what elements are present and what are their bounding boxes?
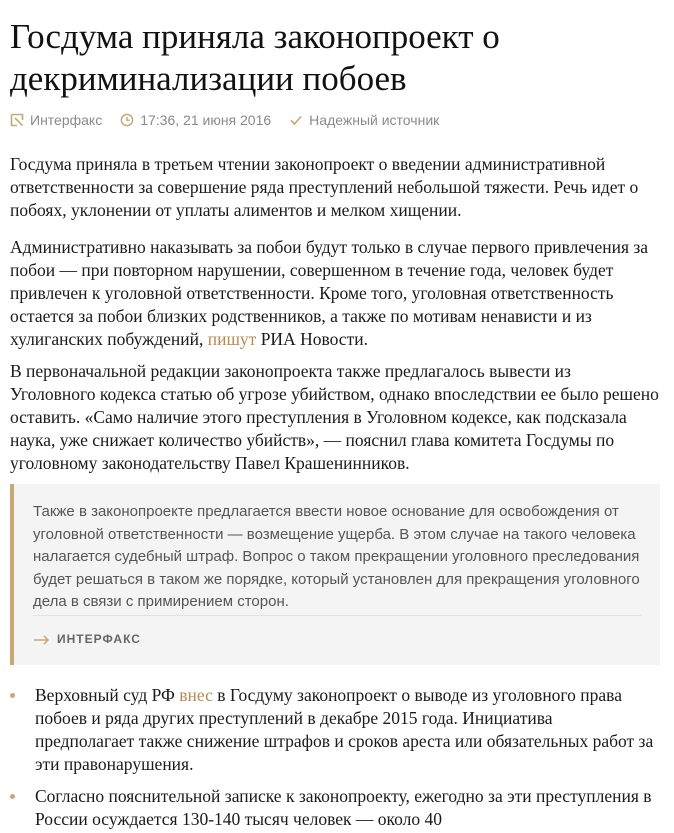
quote-source[interactable] xyxy=(33,632,141,646)
article-paragraph-3: В первоначальной редакции законопроекта также предлагалось вывести из Уголовного кодекса статью об угрозе убийством, однако впоследствии ее было решено оставить. «Само наличие этого преступления в Уголовном кодексе, как подсказала наука, уже снижает количество убийств», — пояснил глава комитета Госдумы по уголовному законодательству Павел Крашенинников. xyxy=(10,361,659,473)
quote-divider xyxy=(33,615,641,616)
meta-datetime xyxy=(120,112,271,128)
meta-source[interactable] xyxy=(10,112,102,128)
supreme-court-link[interactable]: внес xyxy=(179,685,213,705)
ria-link[interactable]: пишут xyxy=(207,329,257,349)
article-meta xyxy=(10,110,457,130)
quote-text: Также в законопроекте предлагается ввести новое основание для освобождения от уголовной ответственности — возмещение ущерба. В этом случае на такого человека налагается судебный штраф. Вопрос о таком прекращении уголовного преследования будет решаться в таком же порядке, который установлен для прекращения уголовного дела в связи с примирением сторон. xyxy=(33,503,640,610)
bullet-dot xyxy=(10,794,15,799)
source-bookmark-icon xyxy=(10,113,24,127)
checkmark-icon xyxy=(289,113,303,127)
bullet-dot xyxy=(10,693,15,698)
article-title: Госдума приняла законопроект о декриминализации побоев xyxy=(10,17,500,98)
meta-reliability-label: Надежный источник xyxy=(309,112,440,128)
bullet-1-tail: в Госдуму законопроект о выводе из уголовного права побоев и ряда других преступлений в декабре 2015 года. Инициатива предполагает также снижение штрафов и сроков ареста или обязательных работ за эти правонарушения. xyxy=(35,685,654,774)
paragraph-2-tail: РИА Новости. xyxy=(256,329,368,349)
arrow-right-icon xyxy=(33,633,51,645)
paragraph-2-text: Административно наказывать за побои будут только в случае первого привлечения за побои — при повторном нарушении, совершенном в течение года, человек будет привлечен к уголовной ответственности. Кроме того, уголовная ответственность остается за побои близких родственников, а также по мотивам ненависти и из хулиганских побуждений, xyxy=(10,237,649,349)
article-paragraph-2 xyxy=(10,236,660,351)
quote-source-label: ИНТЕРФАКС xyxy=(57,632,141,646)
article-paragraph-1: Госдума приняла в третьем чтении законопроект о введении административной ответственности за совершение ряда преступлений небольшой тяжести. Речь идет о побоях, уклонении от уплаты алиментов и мелком хищении. xyxy=(10,154,639,220)
meta-datetime-label: 17:36, 21 июня 2016 xyxy=(140,112,272,128)
meta-source-label: Интерфакс xyxy=(30,112,103,128)
clock-icon xyxy=(120,113,134,127)
bullet-text-2: Согласно пояснительной записке к законопроекту, ежегодно за эти преступления в России осуждается 130-140 тысяч человек — около 40 xyxy=(35,786,652,829)
bullet-text-1 xyxy=(35,684,655,776)
quote-block xyxy=(10,484,660,665)
bullet-1-text: Верховный суд РФ xyxy=(35,685,180,705)
meta-reliability xyxy=(289,112,439,128)
